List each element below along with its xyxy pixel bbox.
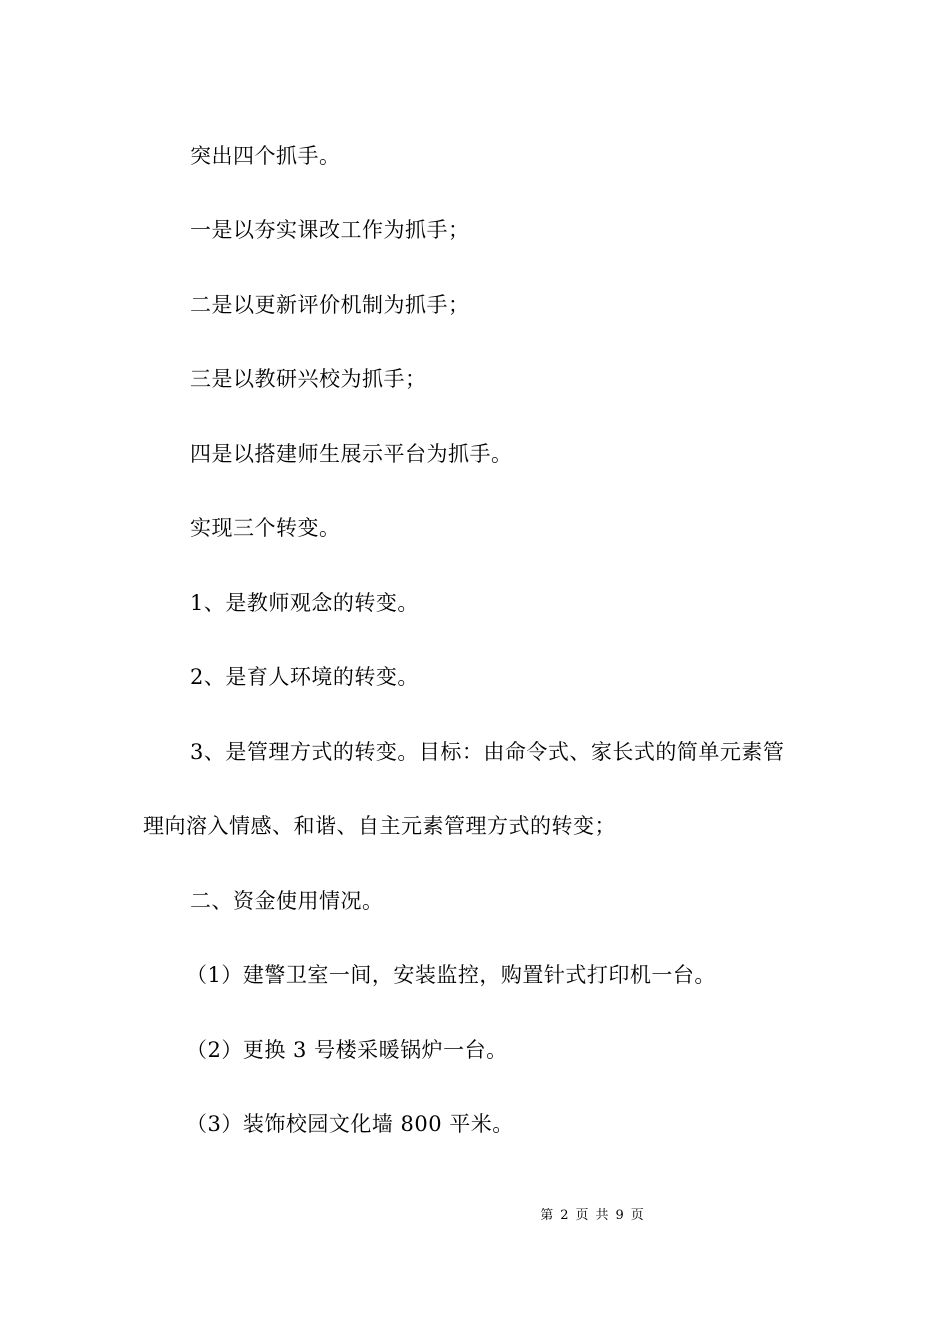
paragraph-funds-item-3: （3）装饰校园文化墙 800 平米。 bbox=[186, 1112, 514, 1136]
paragraph-funds-heading: 二、资金使用情况。 bbox=[190, 889, 384, 913]
paragraph-funds-item-2: （2）更换 3 号楼采暖锅炉一台。 bbox=[186, 1038, 508, 1062]
paragraph-focus-3: 三是以教研兴校为抓手； bbox=[190, 367, 427, 391]
footer-suffix: 页 bbox=[630, 1208, 645, 1223]
paragraph-four-focuses: 突出四个抓手。 bbox=[190, 144, 341, 168]
footer-current-page: 2 bbox=[560, 1208, 570, 1223]
paragraph-change-3-continued: 理向溶入情感、和谐、自主元素管理方式的转变； bbox=[143, 814, 616, 838]
paragraph-change-1: 1、是教师观念的转变。 bbox=[190, 591, 419, 615]
footer-page-word: 页 bbox=[575, 1208, 590, 1223]
paragraph-focus-4: 四是以搭建师生展示平台为抓手。 bbox=[190, 442, 513, 466]
footer-total-pages: 9 bbox=[615, 1208, 625, 1223]
paragraph-change-2: 2、是育人环境的转变。 bbox=[190, 665, 419, 689]
paragraph-focus-1: 一是以夯实课改工作为抓手； bbox=[190, 218, 470, 242]
paragraph-change-3: 3、是管理方式的转变。目标：由命令式、家长式的简单元素管 bbox=[190, 740, 785, 764]
paragraph-focus-2: 二是以更新评价机制为抓手； bbox=[190, 293, 470, 317]
page-number-footer bbox=[0, 1207, 950, 1225]
paragraph-three-changes: 实现三个转变。 bbox=[190, 516, 341, 540]
footer-total-word: 共 bbox=[595, 1208, 610, 1223]
footer-prefix: 第 bbox=[540, 1208, 555, 1223]
paragraph-funds-item-1: （1）建警卫室一间，安装监控，购置针式打印机一台。 bbox=[186, 963, 716, 987]
